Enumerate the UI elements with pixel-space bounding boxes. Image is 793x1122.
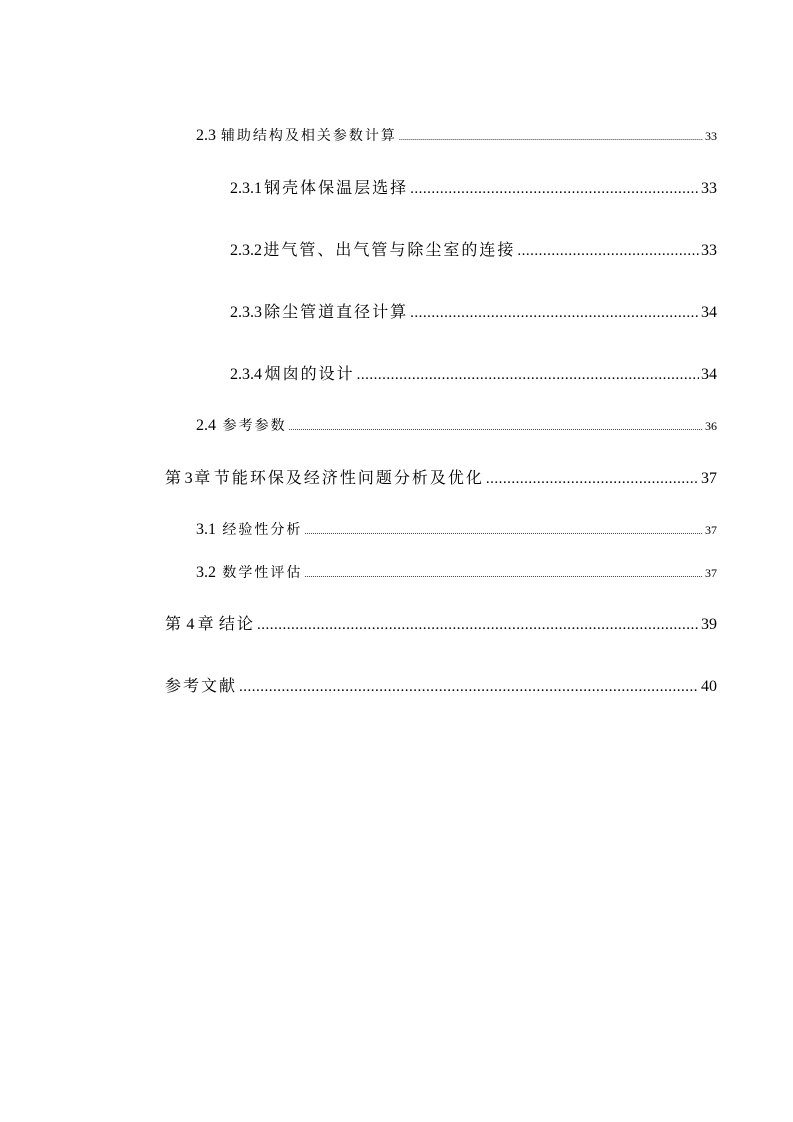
toc-entry-3-1[interactable] — [196, 522, 717, 538]
toc-page-number: 34 — [701, 304, 717, 321]
toc-section-title: 烟囱的设计 — [264, 364, 355, 383]
toc-entry-chapter-3[interactable] — [165, 470, 717, 487]
toc-dot-leader — [304, 571, 703, 579]
toc-section-number: 3.2 — [196, 564, 216, 581]
toc-section-title: 数学性评估 — [222, 565, 303, 581]
toc-dot-leader — [486, 472, 699, 487]
toc-entry-3-2[interactable] — [196, 565, 717, 581]
toc-dot-leader — [289, 424, 703, 432]
toc-section-number: 2.3.4 — [230, 366, 262, 383]
toc-page-number: 33 — [701, 242, 717, 259]
toc-section-number: 2.4 — [196, 417, 216, 434]
toc-page-number: 36 — [705, 419, 717, 433]
toc-entry-references[interactable] — [165, 678, 717, 695]
toc-section-title: 参考参数 — [222, 418, 287, 434]
toc-entry-chapter-4[interactable] — [165, 616, 717, 633]
toc-dot-leader — [304, 528, 703, 536]
toc-dot-leader — [357, 368, 699, 383]
toc-section-title: 除尘管道直径计算 — [264, 302, 409, 321]
toc-dot-leader — [410, 306, 699, 321]
toc-section-number: 2.3.1 — [230, 180, 262, 197]
toc-chapter-number: 3 — [184, 470, 193, 487]
toc-page-number: 34 — [701, 366, 717, 383]
toc-entry-2-3-1[interactable] — [230, 180, 717, 197]
toc-chapter-suffix: 章 — [194, 468, 213, 487]
toc-page-number: 40 — [701, 678, 717, 695]
toc-dot-leader — [399, 134, 703, 142]
toc-chapter-suffix: 章 — [197, 614, 216, 633]
toc-section-number: 2.3.3 — [230, 304, 262, 321]
toc-entry-2-3-2[interactable] — [230, 242, 717, 259]
toc-entry-2-3[interactable] — [196, 128, 717, 144]
toc-chapter-title: 结论 — [218, 614, 255, 633]
toc-chapter-title: 节能环保及经济性问题分析及优化 — [213, 468, 484, 487]
toc-page-number: 33 — [705, 129, 717, 143]
toc-section-number: 2.3 — [196, 127, 216, 144]
toc-entry-2-4[interactable] — [196, 418, 717, 434]
toc-entry-2-3-3[interactable] — [230, 304, 717, 321]
toc-page-number: 33 — [701, 180, 717, 197]
toc-entry-2-3-4[interactable] — [230, 366, 717, 383]
toc-section-title: 经验性分析 — [222, 522, 303, 538]
toc-chapter-number: 4 — [186, 616, 195, 633]
toc-chapter-prefix: 第 — [165, 614, 184, 633]
toc-chapter-prefix: 第 — [165, 468, 184, 487]
toc-page-number: 37 — [705, 523, 717, 537]
toc-section-title: 进气管、出气管与除尘室的连接 — [263, 240, 516, 259]
toc-page-number: 37 — [701, 470, 717, 487]
toc-section-title: 辅助结构及相关参数计算 — [220, 128, 397, 144]
toc-dot-leader — [517, 244, 699, 259]
toc-page-number: 37 — [705, 566, 717, 580]
toc-references-title: 参考文献 — [165, 676, 238, 695]
toc-section-number: 2.3.2 — [230, 242, 262, 259]
toc-section-title: 钢壳体保温层选择 — [264, 178, 409, 197]
toc-page-number: 39 — [700, 616, 717, 633]
toc-dot-leader — [239, 680, 699, 695]
toc-section-number: 3.1 — [196, 521, 216, 538]
toc-dot-leader — [257, 618, 699, 633]
toc-dot-leader — [410, 182, 699, 197]
